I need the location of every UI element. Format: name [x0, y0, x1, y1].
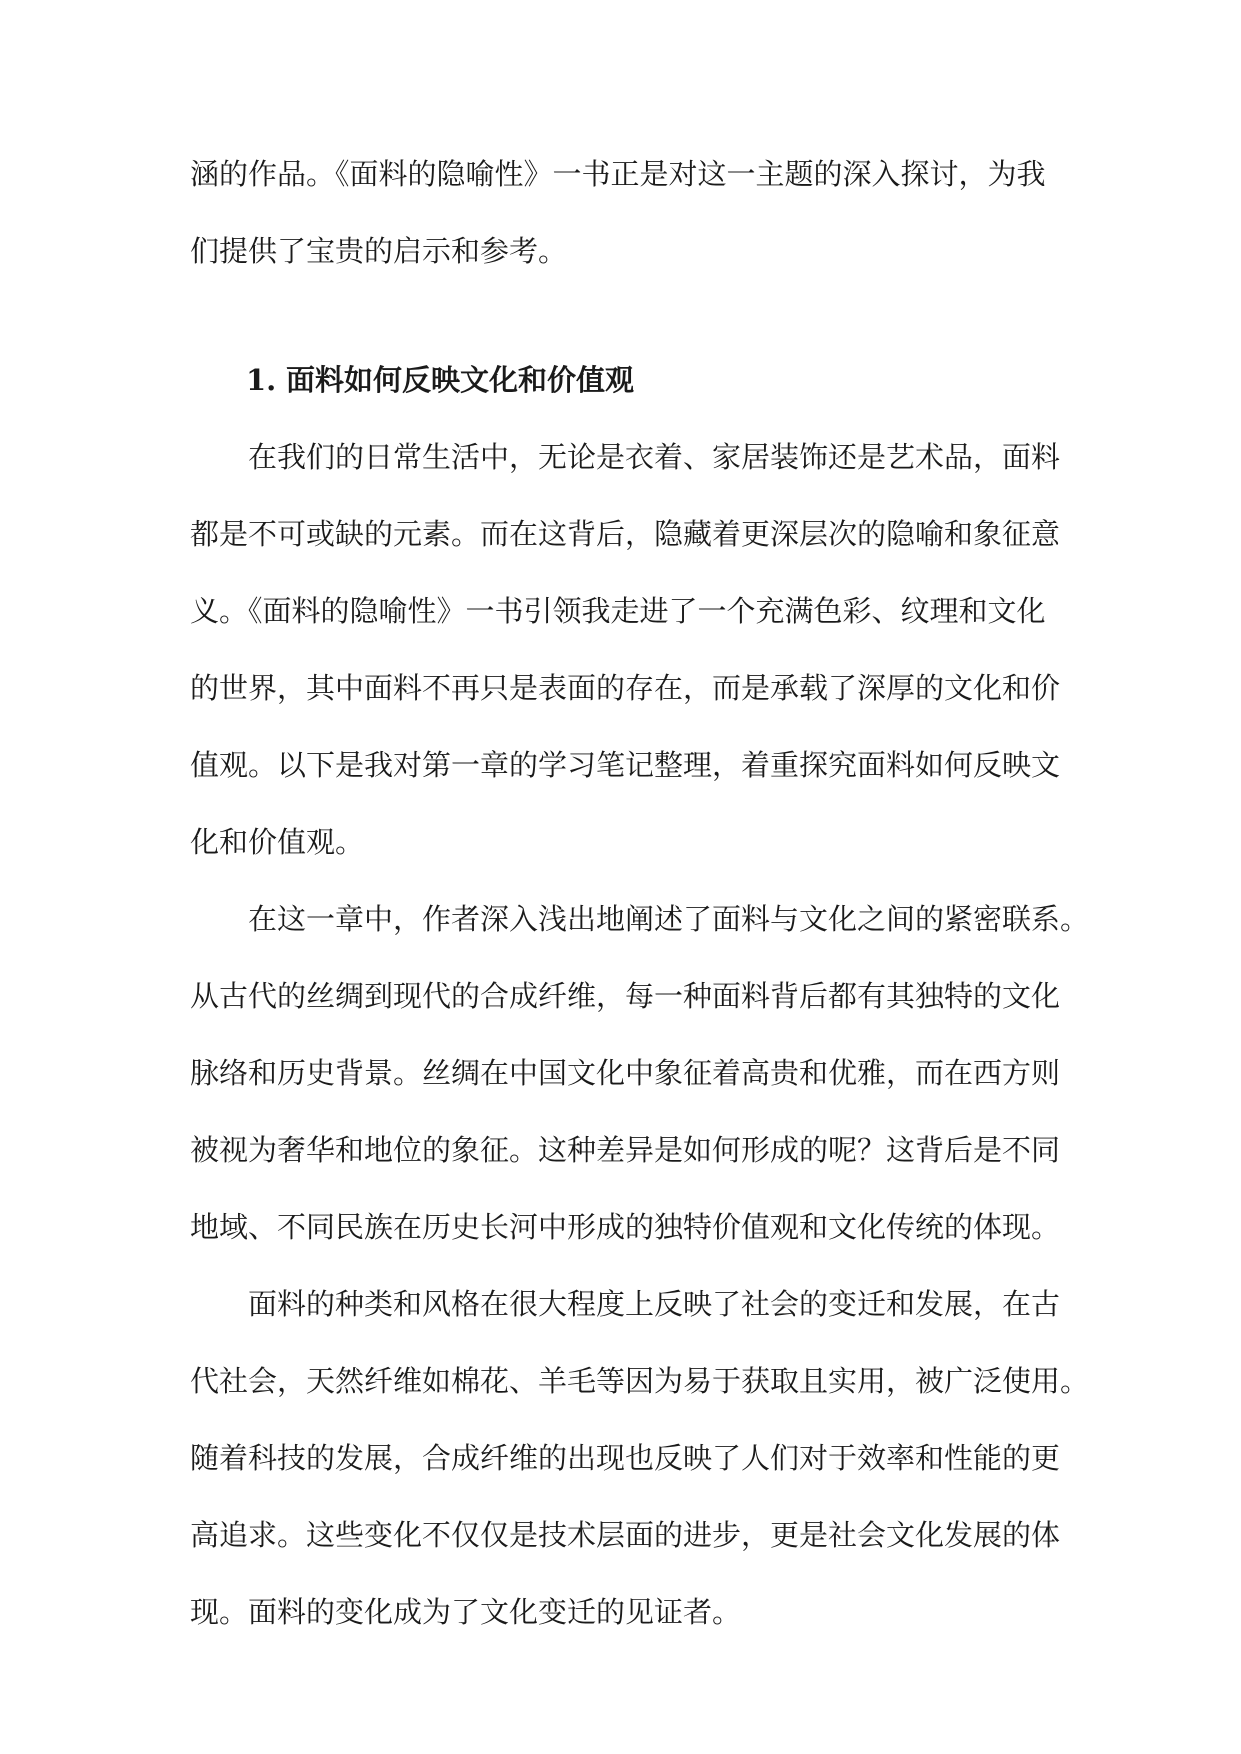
paragraph-line: 面料的种类和风格在很大程度上反映了社会的变迁和发展，在古 — [248, 1287, 1061, 1321]
paragraph-line: 被视为奢华和地位的象征。这种差异是如何形成的呢？这背后是不同 — [190, 1133, 1061, 1167]
paragraph-line: 化和价值观。 — [190, 825, 365, 859]
paragraph — [190, 881, 1090, 1266]
paragraph-line: 在我们的日常生活中，无论是衣着、家居装饰还是艺术品，面料 — [248, 440, 1061, 474]
section-number: 1. — [246, 363, 277, 397]
paragraph-line: 高追求。这些变化不仅仅是技术层面的进步，更是社会文化发展的体 — [190, 1518, 1061, 1552]
paragraph-line: 代社会，天然纤维如棉花、羊毛等因为易于获取且实用，被广泛使用。 — [190, 1364, 1090, 1398]
intro-line: 们提供了宝贵的启示和参考。 — [190, 234, 568, 268]
paragraph — [190, 1266, 1090, 1651]
paragraph-line: 脉络和历史背景。丝绸在中国文化中象征着高贵和优雅，而在西方则 — [190, 1056, 1061, 1090]
paragraph-line: 义。《面料的隐喻性》一书引领我走进了一个充满色彩、纹理和文化 — [190, 594, 1046, 628]
intro-line: 涵的作品。《面料的隐喻性》一书正是对这一主题的深入探讨，为我 — [190, 157, 1046, 191]
section-heading — [190, 342, 1052, 419]
paragraph-line: 的世界，其中面料不再只是表面的存在，而是承载了深厚的文化和价 — [190, 671, 1061, 705]
paragraph-line: 值观。以下是我对第一章的学习笔记整理，着重探究面料如何反映文 — [190, 748, 1061, 782]
section-title: 面料如何反映文化和价值观 — [286, 363, 635, 397]
paragraph-line: 在这一章中，作者深入浅出地阐述了面料与文化之间的紧密联系。 — [248, 902, 1090, 936]
paragraph-line: 从古代的丝绸到现代的合成纤维，每一种面料背后都有其独特的文化 — [190, 979, 1061, 1013]
paragraph — [190, 419, 1061, 881]
paragraph-line: 现。面料的变化成为了文化变迁的见证者。 — [190, 1595, 742, 1629]
paragraph-line: 地域、不同民族在历史长河中形成的独特价值观和文化传统的体现。 — [190, 1210, 1061, 1244]
paragraph-line: 随着科技的发展，合成纤维的出现也反映了人们对于效率和性能的更 — [190, 1441, 1061, 1475]
document-body — [190, 136, 1090, 1651]
paragraph-line: 都是不可或缺的元素。而在这背后，隐藏着更深层次的隐喻和象征意 — [190, 517, 1061, 551]
